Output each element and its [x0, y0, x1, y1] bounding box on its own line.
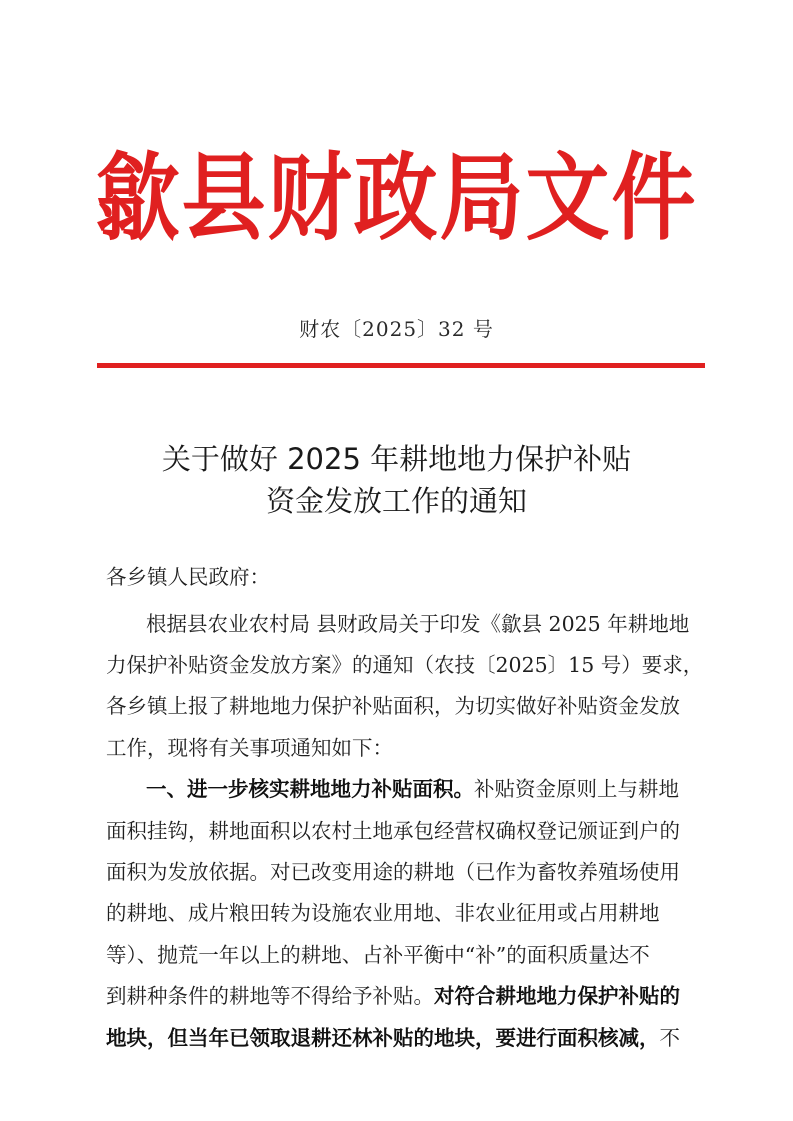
title-line-2: 资金发放工作的通知	[265, 484, 527, 518]
section-1-emphasis: 地块，但当年已领取退耕还林补贴的地块，要进行面积核减，	[106, 1026, 660, 1050]
section-1-line-4: 的耕地、成片粮田转为设施农业用地、非农业征用或占用耕地	[106, 901, 660, 925]
salutation: 各乡镇人民政府：	[106, 565, 270, 589]
paragraph-1-line-4: 工作，现将有关事项通知如下：	[106, 736, 393, 760]
section-1-line-5: 等）、抛荒一年以上的耕地、占补平衡中“补”的面积质量达不	[106, 943, 650, 967]
section-1-text: 不	[659, 1026, 680, 1050]
section-1-heading: 一、进一步核实耕地地力补贴面积。	[146, 777, 474, 801]
section-1-line-2: 面积挂钩，耕地面积以农村土地承包经营权确权登记颁证到户的	[106, 819, 680, 843]
paragraph-text: 根据县农业农村局 县财政局关于印发《歙县 2025 年耕地地	[146, 612, 690, 636]
paragraph-1-line-3: 各乡镇上报了耕地地力保护补贴面积，为切实做好补贴资金发放	[106, 694, 680, 718]
title-line-1: 关于做好 2025 年耕地地力保护补贴	[161, 442, 632, 476]
section-1-line-3: 面积为发放依据。对已改变用途的耕地（已作为畜牧养殖场使用	[106, 860, 680, 884]
section-1-line-1	[146, 769, 679, 809]
paragraph-1-line-2: 力保护补贴资金发放方案》的通知（农技〔2025〕15 号）要求，	[106, 653, 704, 677]
document-number: 财农〔2025〕32 号	[299, 317, 494, 341]
section-1-emphasis: 对符合耕地地力保护补贴的	[434, 984, 680, 1008]
section-1-line-6	[106, 976, 680, 1016]
document-masthead: 歙县财政局文件	[95, 142, 698, 253]
section-1-text: 到耕种条件的耕地等不得给予补贴。	[106, 984, 434, 1008]
section-1-text: 补贴资金原则上与耕地	[474, 777, 679, 801]
section-1-line-7	[106, 1018, 680, 1058]
paragraph-1-line-1	[146, 604, 704, 644]
